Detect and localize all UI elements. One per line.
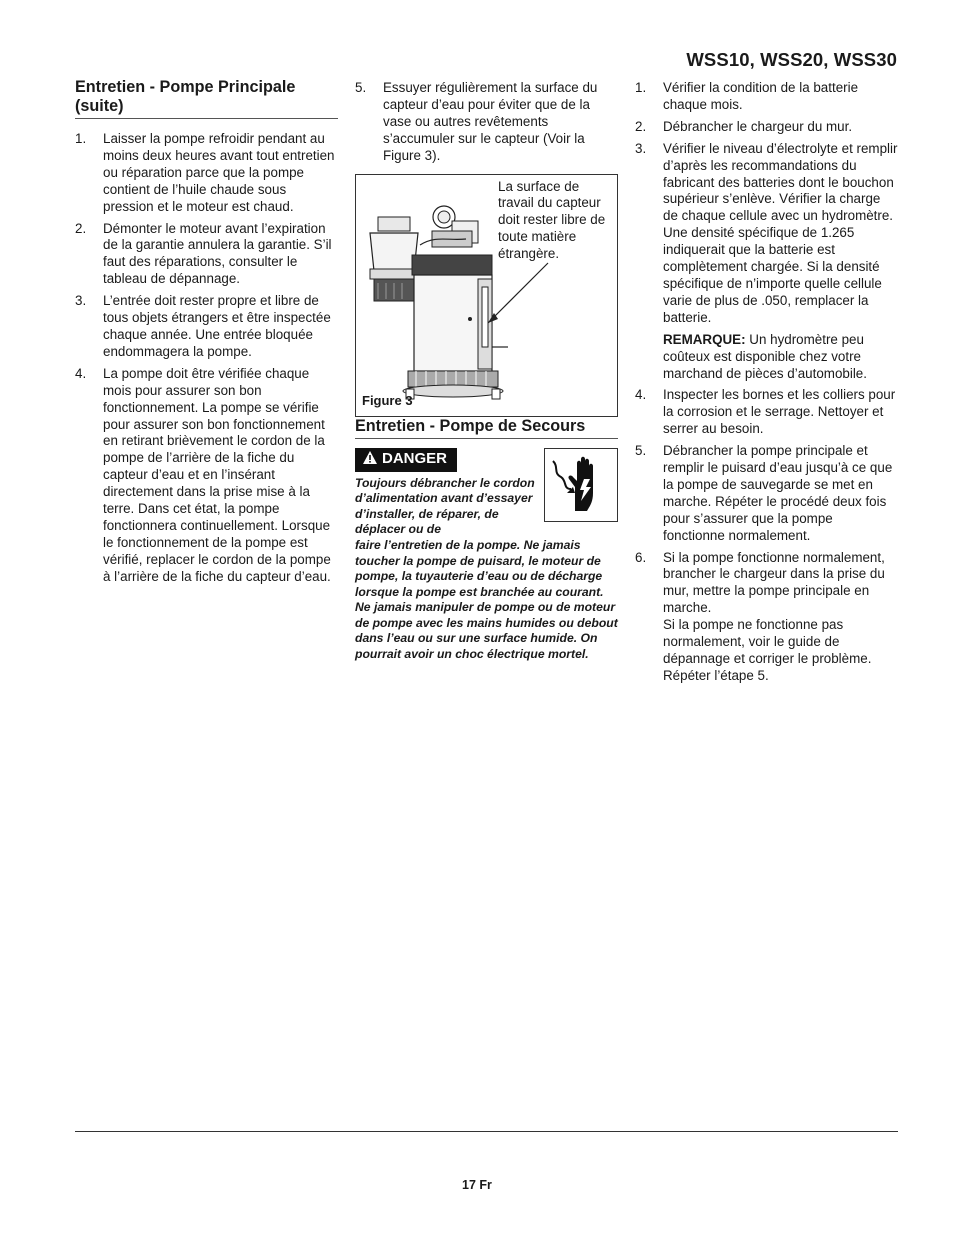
document-model-title: WSS10, WSS20, WSS30 (686, 49, 897, 70)
list-item: 4. La pompe doit être vérifiée chaque mois pour assurer son bon fonctionnement. La pompe se vérifie pour assurer son bon fonctionnement en retirant brièvement le cordon de la pompe de l’arrière de la fiche du capteur d’eau et en l’insérant directement dans la prise mise à la terre. Dans cet état, la pompe fonctionnera continuellement. Lorsque le fonctionnement de la pompe est vérifié, replacer le cordon de la pompe à l’arrière de la fiche du capteur d’eau. (75, 365, 331, 584)
danger-warning-text: Toujours débrancher le cordon d’alimentation avant d’essayer d’installer, de réparer, de déplacer ou de faire l’entretien de la pompe. Ne jamais toucher la pompe de puisard, le moteur de pompe, la tuyauterie d’eau ou de décharge lorsque la pompe est branchée au courant. Ne jamais manipuler de pompe ou de moteur de pompe avec les mains humides ou debout dans l’eau ou sur une surface humide. On pourrait avoir un choc électrique mortel. (355, 475, 618, 662)
backup-pump-steps-list (635, 80, 898, 685)
list-item: 3. L’entrée doit rester propre et libre de tous objets étrangers et être inspectée chaque année. Une entrée bloquée endommagera la pompe. (75, 293, 331, 359)
list-item: 1. Vérifier la condition de la batterie chaque mois. (635, 80, 859, 112)
warning-triangle-icon (363, 451, 377, 469)
main-pump-steps-list (75, 131, 338, 586)
section-heading-backup-pump: Entretien - Pompe de Secours (355, 417, 618, 439)
danger-badge (355, 448, 457, 472)
hydrometer-note: REMARQUE: Un hydromètre peu coûteux est disponible chez votre marchand de pièces d’automobile. (663, 331, 867, 381)
column-backup-pump-steps (635, 78, 898, 690)
figure-caption: Figure 3 (362, 392, 413, 408)
list-item: 2. Démonter le moteur avant l’expiration de la garantie annulera la garantie. S’il faut des réparations, consulter le tableau de dépannage. (75, 220, 332, 287)
electric-shock-hand-icon (544, 448, 618, 522)
list-item: 4. Inspecter les bornes et les colliers pour la corrosion et le serrage. Nettoyer et serrer au besoin. (635, 387, 896, 437)
figure-callout-text: La surface de travail du capteur doit rester libre de toute matière étrangère. (498, 178, 606, 262)
list-item: 5. Débrancher la pompe principale et remplir le puisard d’eau jusqu’à ce que la pompe de sauvegarde se met en marche. Répéter le procédé deux fois pour s’assurer que la pompe fonctionne normalement. (635, 443, 893, 543)
danger-warning-block (355, 448, 618, 663)
list-item: 2. Débrancher le chargeur du mur. (635, 118, 853, 134)
section-heading-main-pump: Entretien - Pompe Principale (suite) (75, 78, 338, 119)
list-item: 1. Laisser la pompe refroidir pendant au moins deux heures avant tout entretien ou réparation parce que la pompe contient de l’huile chaude sous pression et le moteur est chaud. (75, 131, 335, 214)
list-item: 5. Essuyer régulièrement la surface du capteur d’eau pour éviter que de la vase ou autres revêtements s’accumuler sur le capteur (Voir la Figure 3). (355, 80, 598, 163)
column-figure-and-backup-pump (355, 78, 618, 663)
page-number: 17 Fr (462, 1178, 492, 1192)
footer-divider (75, 1131, 898, 1132)
main-pump-steps-continued (355, 80, 618, 165)
column-main-pump-maintenance (75, 78, 338, 591)
list-item: 3. Vérifier le niveau d’électrolyte et remplir d’après les recommandations du fabricant des batteries dont le bouchon supérieur s’enlève. Vérifier la charge de chaque cellule avec un hydromètre. Une densité spécifique de 1.265 indiquerait que la batterie est complètement chargée. Si la densité spécifique de n’importe quelle cellule varie de plus de .050, remplacer la batterie. REMARQUE: Un hydromètre peu coûteux est disponible chez votre marchand de pièces d’automobile. (635, 140, 898, 381)
danger-label: DANGER (382, 450, 448, 468)
list-item: 6. Si la pompe fonctionne normalement, brancher le chargeur dans la prise du mur, mettre la pompe principale en marche. Si la pompe ne fonctionne pas normalement, voir le guide de dépannage et corriger le problème. Répéter l’étape 5. (635, 549, 885, 683)
figure-3-pump-illustration (355, 174, 618, 417)
